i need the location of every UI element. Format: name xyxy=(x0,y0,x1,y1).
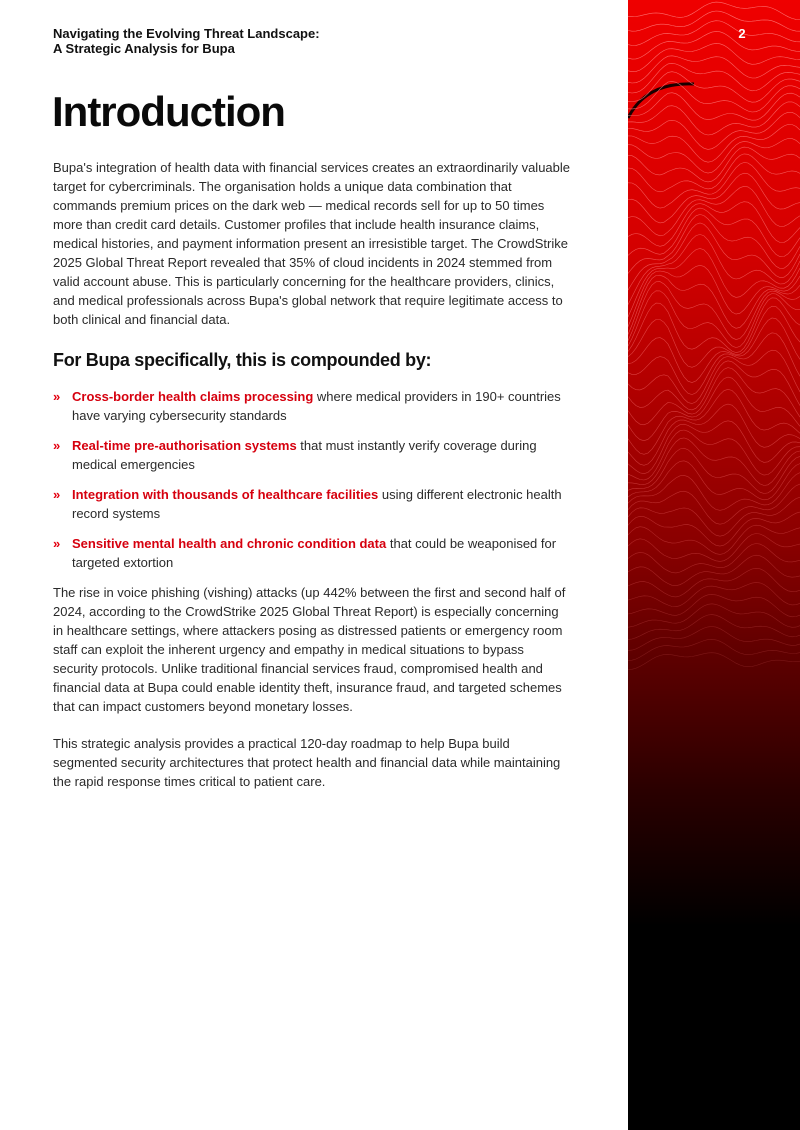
wave-line xyxy=(628,112,800,149)
wave-line xyxy=(628,448,800,493)
bullet-item-cross-border xyxy=(53,387,571,425)
wave-line xyxy=(628,154,800,192)
wave-line xyxy=(628,604,800,628)
double-chevron-icon: » xyxy=(53,389,59,404)
bullet-list xyxy=(53,387,571,572)
page-title: Introduction xyxy=(52,88,285,135)
running-header xyxy=(53,26,473,56)
wave-line xyxy=(628,291,800,348)
wave-line xyxy=(628,173,800,223)
bullet-bold-text: Sensitive mental health and chronic condition data xyxy=(72,536,387,551)
header-title-line-2: A Strategic Analysis for Bupa xyxy=(53,41,235,56)
wave-line xyxy=(628,404,800,465)
wave-line xyxy=(628,461,800,500)
main-content xyxy=(53,158,571,791)
wave-line xyxy=(628,430,800,480)
wave-line xyxy=(628,639,800,660)
double-chevron-icon: » xyxy=(53,536,59,551)
wave-line xyxy=(628,282,800,341)
wave-line xyxy=(628,421,800,474)
wave-line xyxy=(628,653,800,670)
wave-line xyxy=(628,93,800,121)
bullet-text: using different electronic health record systems xyxy=(72,487,562,521)
roadmap-paragraph: This strategic analysis provides a practical 120-day roadmap to help Bupa build segmented security architectures that protect health and financial data while maintaining the rapid response times critical to patient care. xyxy=(53,736,561,789)
wave-line xyxy=(628,162,800,208)
intro-paragraph: Bupa's integration of health data with financial services creates an extraordinarily valuable target for cybercriminals. The organisation holds a unique data combination that commands premium prices on the dark web — medical records sell for up to 50 times more than credit card details. Customer profiles that include health insurance claims, medical histories, and payment information present an irresistible target. The CrowdStrike 2025 Global Threat Report revealed that 35% of cloud incidents in 2024 stemmed from valid account abuse. This is particularly concerning for the healthcare providers, clinics, and medical professionals across Bupa's global network that require legitimate access to both clinical and financial data. xyxy=(53,160,570,327)
wave-line xyxy=(628,147,800,182)
wave-line xyxy=(628,484,800,524)
bullet-text: that could be weaponised for targeted extortion xyxy=(72,536,557,570)
wave-line xyxy=(628,333,800,395)
wave-lines-group xyxy=(628,2,800,669)
wave-line xyxy=(628,72,800,103)
bullet-bold-text: Cross-border health claims processing xyxy=(72,389,314,404)
wave-line xyxy=(628,377,800,441)
vishing-paragraph: The rise in voice phishing (vishing) attacks (up 442% between the first and second half of 2024, according to the CrowdStrike 2025 Global Threat Report) is especially concerning in healthcare settings, where attackers posing as distressed patients or emergency room staff can exploit the inherent urgency and empathy in medical situations to bypass security protocols. Unlike traditional financial services fraud, compromised health and financial data at Bupa could enable identity theft, insurance fraud, and targeted schemes that can impact customers beyond monetary losses. xyxy=(53,585,566,714)
double-chevron-icon: » xyxy=(53,487,59,502)
wave-line xyxy=(628,306,800,367)
wave-line xyxy=(628,186,800,236)
wireframe-wave-graphic xyxy=(628,0,800,1130)
wave-line xyxy=(628,21,800,46)
page-number: 2 xyxy=(738,26,746,41)
bullet-item-healthcare-facilities xyxy=(53,485,571,523)
wave-line xyxy=(628,139,800,174)
bullet-item-sensitive-data xyxy=(53,534,571,572)
wave-line xyxy=(628,512,800,546)
wave-line xyxy=(628,43,800,71)
decorative-sidebar xyxy=(628,0,800,1130)
bullet-text: that must instantly verify coverage during medical emergencies xyxy=(72,438,537,472)
bullet-bold-text: Real-time pre-authorisation systems xyxy=(72,438,297,453)
header-title-line-1: Navigating the Evolving Threat Landscape: xyxy=(53,26,320,41)
wave-line xyxy=(628,544,800,573)
wave-line xyxy=(628,438,800,486)
wave-line xyxy=(628,81,800,112)
wave-line xyxy=(628,202,800,247)
bullet-text: where medical providers in 190+ countries have varying cybersecurity standards xyxy=(72,389,561,423)
wave-line xyxy=(628,534,800,562)
bullet-bold-text: Integration with thousands of healthcare facilities xyxy=(72,487,379,502)
wave-line xyxy=(628,56,800,83)
wave-line xyxy=(628,525,800,554)
wave-line xyxy=(628,497,800,536)
wave-line xyxy=(628,2,800,19)
double-chevron-icon: » xyxy=(53,438,59,453)
bullet-item-pre-authorisation xyxy=(53,436,571,474)
section-subheading: For Bupa specifically, this is compounded by: xyxy=(53,350,432,370)
wave-line xyxy=(628,31,800,59)
